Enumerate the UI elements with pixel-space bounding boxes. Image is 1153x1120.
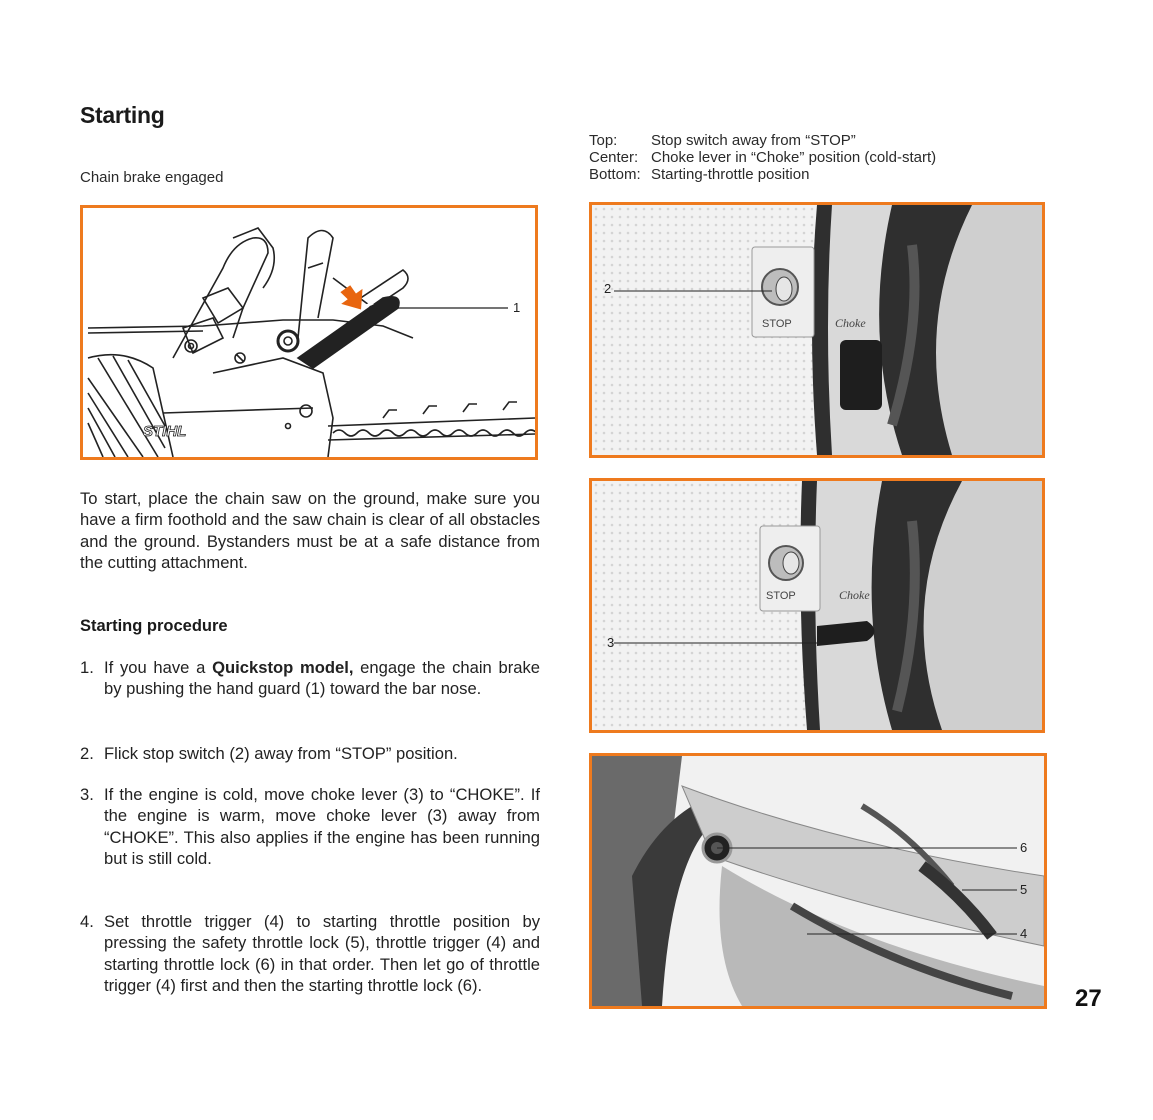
- callout-1: 1: [513, 300, 521, 315]
- callout-6: 6: [1020, 840, 1028, 855]
- chainsaw-line-drawing: [83, 208, 535, 457]
- step-number: 3.: [80, 785, 94, 804]
- page-number: 27: [1075, 985, 1102, 1012]
- choke-lever-photo: [589, 478, 1045, 733]
- brand-logo: STIHL: [143, 423, 187, 440]
- list-item: [80, 657, 540, 700]
- step-number: 4.: [80, 912, 94, 931]
- caption-row: Bottom: Starting-throttle position: [589, 166, 810, 183]
- stop-label: STOP: [762, 318, 792, 330]
- stop-switch-photo: [589, 202, 1045, 458]
- step-text: Flick stop switch (2) away from “STOP” position.: [104, 744, 458, 763]
- chain-brake-figure: [80, 205, 538, 460]
- photo-captions: [589, 132, 936, 183]
- list-item: [80, 743, 540, 764]
- caption-row: Top: Stop switch away from “STOP”: [589, 132, 856, 149]
- procedure-heading: Starting procedure: [80, 617, 228, 635]
- callout-3: 3: [607, 635, 615, 650]
- figure-caption: Chain brake engaged: [80, 169, 224, 186]
- callout-4: 4: [1020, 926, 1028, 941]
- throttle-position-photo: [589, 753, 1047, 1009]
- step-text: Set throttle trigger (4) to starting throttle position by pressing the safety throttle lock (5), throttle trigger (4) and starting throttle lock (6) in that order. Then let go of throttle trigger (4) first and then the starting throttle lock (6).: [104, 912, 540, 995]
- list-item: [80, 784, 540, 869]
- intro-paragraph: To start, place the chain saw on the ground, make sure you have a firm foothold and the saw chain is clear of all obstacles and the ground. Bystanders must be at a safe distance from the cutting attachment.: [80, 489, 540, 572]
- list-item: [80, 911, 540, 996]
- step-text: If the engine is cold, move choke lever (3) to “CHOKE”. If the engine is warm, move choke lever (3) away from “CHOKE”. This also applies if the engine has been running but is still cold.: [104, 785, 540, 868]
- choke-label: Choke: [835, 316, 866, 330]
- step-number: 2.: [80, 744, 94, 763]
- choke-label: Choke: [839, 588, 870, 602]
- stop-label: STOP: [766, 590, 796, 602]
- caption-row: Center: Choke lever in “Choke” position (cold-start): [589, 149, 937, 166]
- page-title: Starting: [80, 102, 165, 128]
- callout-5: 5: [1020, 882, 1028, 897]
- callout-2: 2: [604, 281, 612, 296]
- step-number: 1.: [80, 658, 94, 677]
- step-text: If you have a Quickstop model, engage the chain brake by pushing the hand guard (1) toward the bar nose.: [104, 658, 540, 699]
